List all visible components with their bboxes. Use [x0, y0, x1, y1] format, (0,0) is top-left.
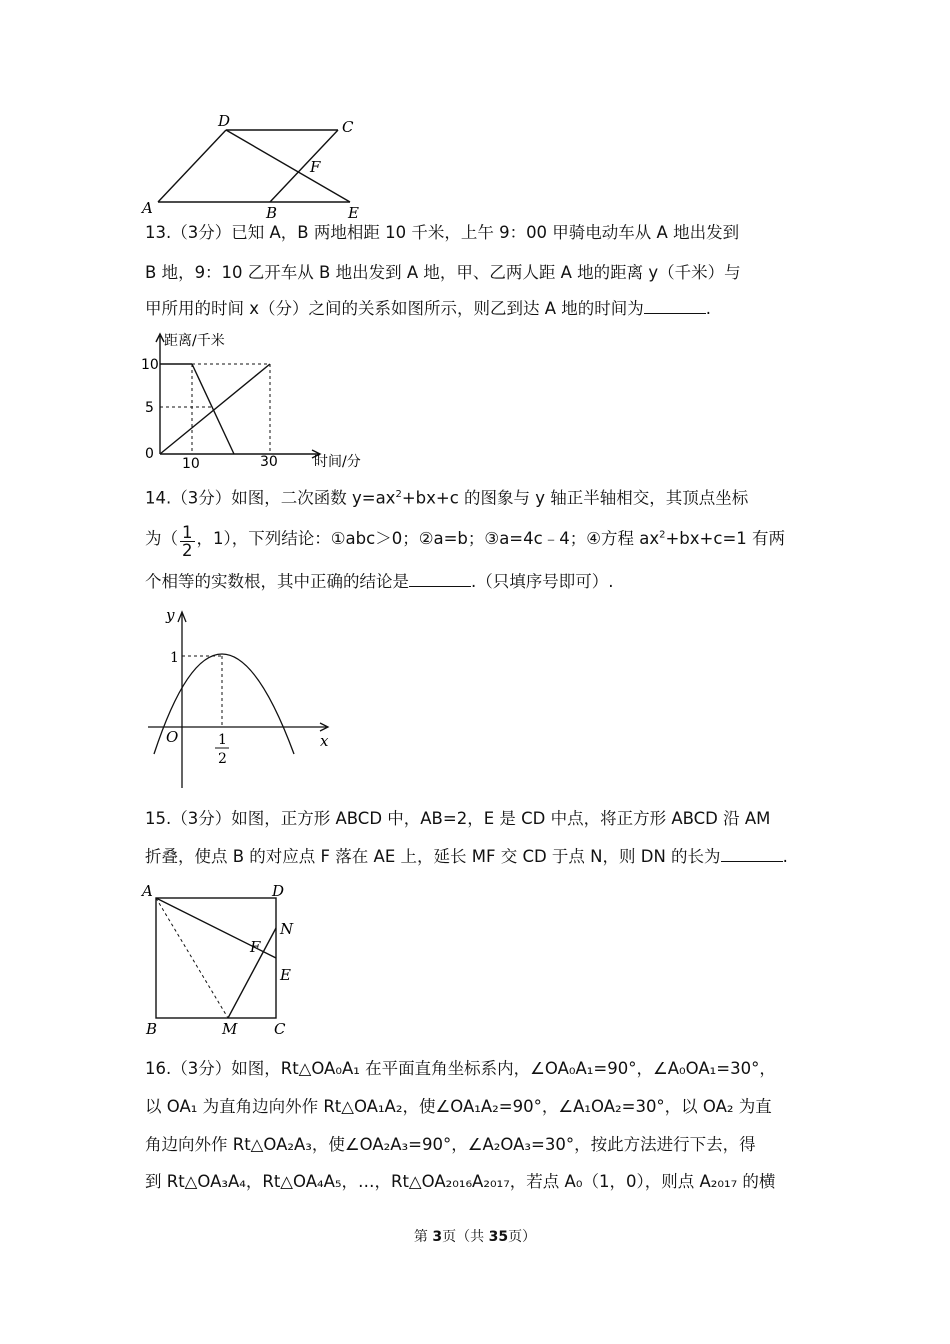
- answer-blank-14[interactable]: [409, 572, 471, 587]
- page-total: 35: [488, 1229, 509, 1245]
- q16-line1: 16.（3分）如图，Rt△OA₀A₁ 在平面直角坐标系内，∠OA₀A₁=90°，∠A₀OA₁=30°，: [145, 1059, 776, 1078]
- graph-ylabel: 距离/千米: [164, 333, 225, 349]
- label-d: D: [218, 112, 231, 130]
- graph-xlabel: 时间/分: [314, 454, 361, 470]
- figure-square-fold: [140, 878, 310, 1038]
- page-number: 3: [432, 1229, 443, 1245]
- answer-blank-13[interactable]: [644, 299, 706, 314]
- origin-label: O: [166, 728, 179, 746]
- q13-line3-text: 甲所用的时间 x（分）之间的关系如图所示，则乙到达 A 地的时间为: [145, 299, 644, 318]
- q15-line2: 折叠，使点 B 的对应点 F 落在 AE 上，延长 MF 交 CD 于点 N，则 DN 的长为 .: [145, 847, 788, 866]
- sq-label-m: M: [222, 1020, 238, 1038]
- q14-line2: 为（ $\frac{1}{2}$ ，1），下列结论：①abc＞0；②a=b；③a=4c﹣4；④方程 $ax^2+bx+c=1$ 有两: [145, 523, 786, 560]
- q16-line4: 到 Rt△OA₃A₄，Rt△OA₄A₅，…，Rt△OA₂₀₁₆A₂₀₁₇，若点 A₀（1，0），则点 A₂₀₁₇ 的横: [145, 1172, 776, 1191]
- sq-label-e: E: [280, 966, 291, 984]
- q13-line1: 13.（3分）已知 A，B 两地相距 10 千米，上午 9：00 甲骑电动车从 A 地出发到: [145, 223, 740, 242]
- q14-line3: 个相等的实数根，其中正确的结论是 .（只填序号即可）.: [145, 572, 614, 591]
- label-f: F: [310, 158, 321, 176]
- q13-line2: B 地，9：10 乙开车从 B 地出发到 A 地，甲、乙两人距 A 地的距离 y（千米）与: [145, 263, 741, 282]
- xtick-30: 30: [260, 454, 278, 470]
- q16-line2: 以 OA₁ 为直角边向外作 Rt△OA₁A₂，使∠OA₁A₂=90°，∠A₁OA₂=30°，以 OA₂ 为直: [145, 1097, 772, 1116]
- axis-x-label: x: [320, 732, 329, 750]
- q13-line3: 甲所用的时间 x（分）之间的关系如图所示，则乙到达 A 地的时间为 .: [145, 299, 712, 318]
- label-e: E: [348, 204, 359, 220]
- ytick-10: 10: [141, 357, 159, 373]
- q14-line1: 14.（3分）如图，二次函数 $y=ax^2+bx+c$ 的图象与 y 轴正半轴相交，其顶点坐标: [145, 488, 749, 508]
- xtick-10: 10: [182, 456, 200, 472]
- axis-y-label: y: [166, 606, 175, 624]
- sq-label-a: A: [142, 882, 153, 900]
- sq-label-n: N: [280, 920, 294, 938]
- label-b: B: [266, 204, 278, 220]
- figure-parallelogram: [138, 110, 378, 220]
- q16-line3: 角边向外作 Rt△OA₂A₃，使∠OA₂A₃=90°，∠A₂OA₃=30°，按此方法进行下去，得: [145, 1135, 756, 1154]
- figure-distance-time-graph: [140, 326, 380, 472]
- sq-label-d: D: [272, 882, 285, 900]
- vertex-x-num: 1: [218, 732, 227, 748]
- answer-blank-15[interactable]: [721, 847, 783, 862]
- sq-label-b: B: [146, 1020, 158, 1038]
- figure-parabola: [140, 604, 340, 794]
- fraction-half: $\frac{1}{2}$: [182, 523, 193, 560]
- label-c: C: [342, 118, 354, 136]
- page-footer: 第 3页（共 35页）: [413, 1229, 537, 1245]
- vertex-x-den: 2: [218, 751, 227, 767]
- vertex-y-label: 1: [170, 650, 179, 666]
- sq-label-f: F: [250, 938, 261, 956]
- ytick-0: 0: [145, 446, 154, 462]
- q15-line1: 15.（3分）如图，正方形 ABCD 中，AB=2，E 是 CD 中点，将正方形 ABCD 沿 AM: [145, 809, 771, 828]
- label-a: A: [142, 199, 153, 217]
- ytick-5: 5: [145, 400, 154, 416]
- sq-label-c: C: [274, 1020, 286, 1038]
